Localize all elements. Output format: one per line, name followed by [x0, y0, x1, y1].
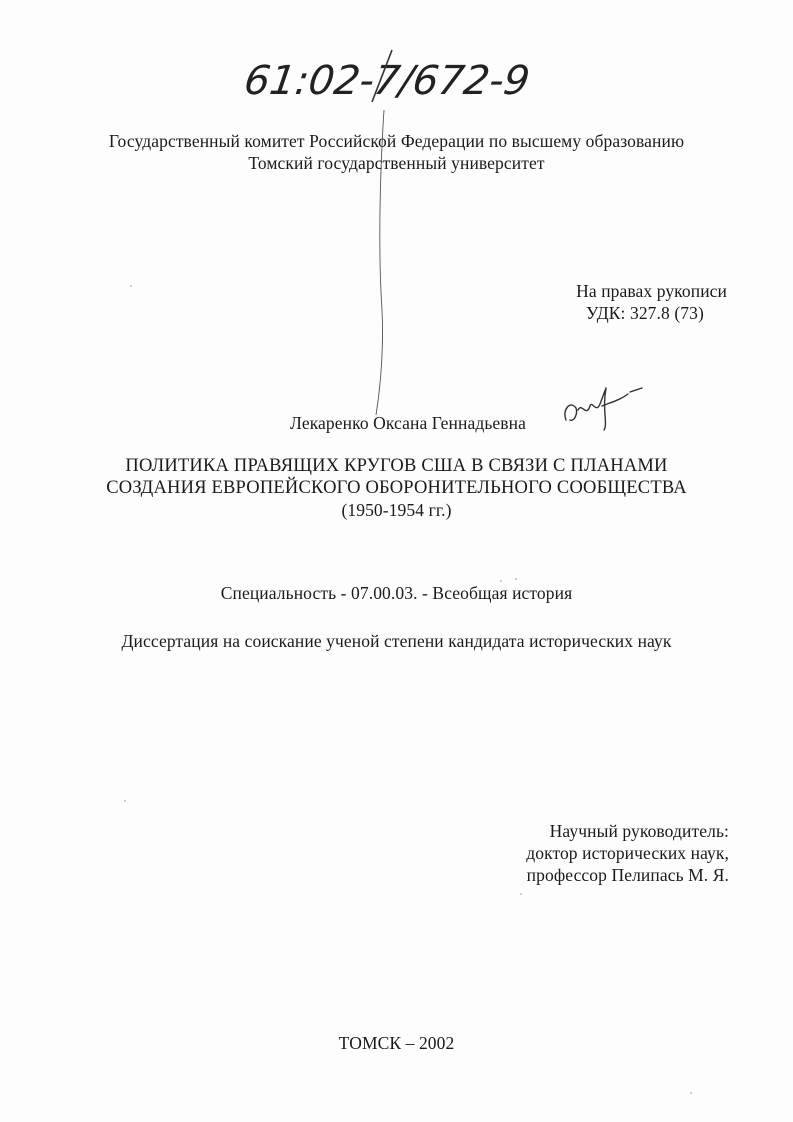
manuscript-rights: На правах рукописи — [576, 281, 727, 301]
scan-speck — [520, 893, 522, 895]
title-line-1: ПОЛИТИКА ПРАВЯЩИХ КРУГОВ США В СВЯЗИ С ПЛАНАМИ — [125, 456, 668, 476]
archive-code-text: 61:02-7/672-9 — [241, 58, 533, 104]
archive-code-handwritten — [240, 42, 540, 112]
committee-line: Государственный комитет Российской Федерации по высшему образованию — [108, 131, 685, 151]
city-year: ТОМСК – 2002 — [338, 1033, 455, 1053]
scan-speck — [124, 800, 126, 802]
supervisor-name: профессор Пелипась М. Я. — [526, 865, 729, 885]
dissertation-line: Диссертация на соискание ученой степени кандидата исторических наук — [121, 631, 672, 651]
udk-code: УДК: 327.8 (73) — [586, 303, 704, 323]
specialty-line: Специальность - 07.00.03. - Всеобщая история — [220, 583, 573, 603]
title-years: (1950-1954 гг.) — [341, 500, 452, 520]
supervisor-label: Научный руководитель: — [549, 821, 729, 841]
title-line-2: СОЗДАНИЯ ЕВРОПЕЙСКОГО ОБОРОНИТЕЛЬНОГО СООБЩЕСТВА — [106, 478, 687, 498]
author-name: Лекаренко Оксана Геннадьевна — [290, 413, 526, 433]
scan-speck — [130, 285, 132, 287]
scan-speck — [690, 1092, 692, 1094]
author-signature — [556, 380, 656, 440]
supervisor-degree: доктор исторических наук, — [526, 843, 729, 863]
scan-speck — [500, 580, 502, 582]
scan-speck — [515, 578, 517, 580]
university-line: Томский государственный университет — [248, 153, 545, 173]
